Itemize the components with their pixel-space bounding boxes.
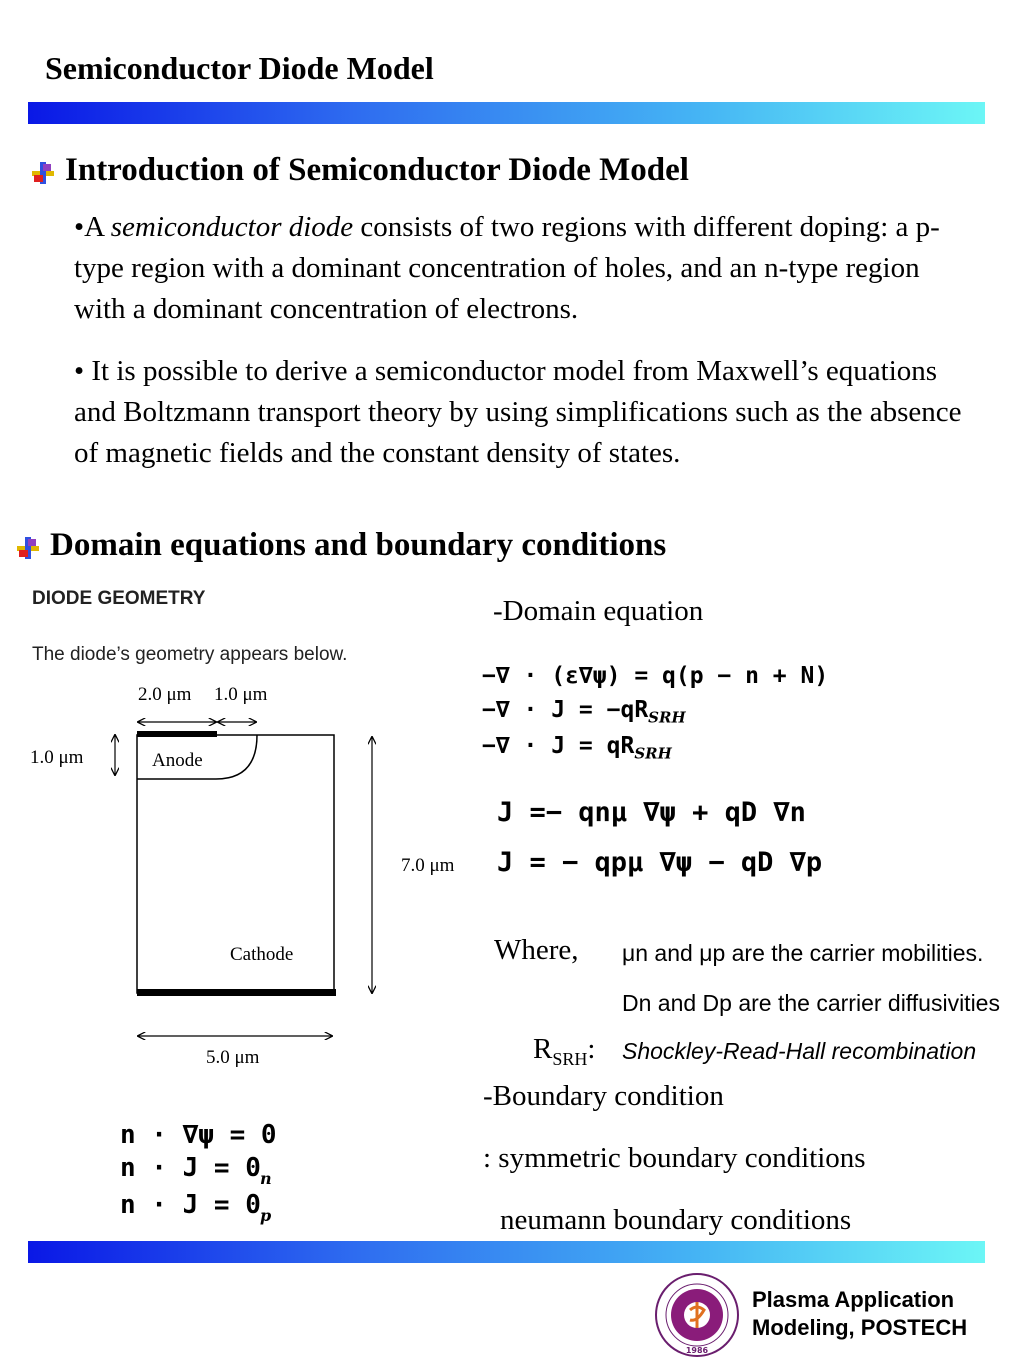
section-bullet-icon bbox=[32, 162, 54, 184]
boundary-condition-heading: -Boundary condition bbox=[483, 1080, 724, 1112]
section-bullet-icon bbox=[17, 537, 39, 559]
electron-continuity-equation: −∇ · $J = -qR_{SRH}$ bbox=[482, 697, 686, 727]
mobility-note: μn and μp are the carrier mobilities. bbox=[622, 940, 984, 966]
boundary-symmetric-text: : symmetric boundary conditions bbox=[483, 1142, 866, 1174]
where-label: Where, bbox=[494, 934, 579, 966]
geometry-subtitle: The diode’s geometry appears below. bbox=[32, 644, 348, 665]
page-title: Semiconductor Diode Model bbox=[45, 50, 434, 86]
cathode-label: Cathode bbox=[230, 944, 294, 965]
header-gradient-bar bbox=[28, 102, 985, 124]
dim-height-label: 7.0 μm bbox=[401, 855, 455, 876]
postech-logo-icon bbox=[652, 1272, 742, 1358]
boundary-eq-jn: n · J = 0 n bbox=[120, 1153, 272, 1188]
footer-gradient-bar bbox=[28, 1241, 985, 1263]
hole-continuity-equation: −∇ · $J = qR_{SRH}$ bbox=[482, 733, 672, 763]
geometry-title: DIODE GEOMETRY bbox=[32, 588, 206, 609]
dim-anode-depth-label: 1.0 μm bbox=[30, 747, 84, 768]
dim-gap-width-label: 1.0 μm bbox=[214, 684, 268, 705]
hole-current-equation: J = − qpμ ∇ψ − qD ∇p bbox=[497, 847, 823, 878]
boundary-neumann-text: neumann boundary conditions bbox=[500, 1204, 852, 1236]
paragraph-diode-definition: •A semiconductor diode consists of two regions with different doping: a p-type region with a dominant concentration of holes, and an n-type region with a dominant concentration of electrons. bbox=[74, 211, 940, 325]
dim-width-label: 5.0 μm bbox=[206, 1047, 260, 1068]
poisson-equation: −∇ · (ε∇ψ) = q(p − n + N) bbox=[482, 663, 829, 689]
diffusivity-note: Dn and Dp are the carrier diffusivities bbox=[622, 990, 1000, 1016]
section-heading-intro: Introduction of Semiconductor Diode Model bbox=[65, 152, 689, 188]
paragraph-model-derivation: • It is possible to derive a semiconductor model from Maxwell’s equations and Boltzmann transport theory by using simplifications such as the absence of magnetic fields and the constant density of states. bbox=[74, 355, 962, 469]
logo-year: 1986 bbox=[685, 1346, 709, 1355]
boundary-eq-jp: n · J = 0 p bbox=[120, 1190, 272, 1225]
domain-equation-heading: -Domain equation bbox=[493, 595, 704, 627]
section-heading-domain: Domain equations and boundary conditions bbox=[50, 527, 667, 563]
electron-current-equation: J =− qnμ ∇ψ + qD ∇n bbox=[497, 797, 806, 828]
rsrh-description: Shockley-Read-Hall recombination bbox=[622, 1038, 977, 1064]
dim-anode-width-label: 2.0 μm bbox=[138, 684, 192, 705]
rsrh-label: $R_{SRH}$: bbox=[533, 1033, 596, 1069]
organization-name: Plasma Application Modeling, POSTECH bbox=[752, 1287, 968, 1340]
diode-geometry-diagram bbox=[20, 675, 470, 1075]
boundary-eq-psi: n · ∇ψ = 0 bbox=[120, 1120, 277, 1150]
anode-label: Anode bbox=[152, 750, 203, 771]
